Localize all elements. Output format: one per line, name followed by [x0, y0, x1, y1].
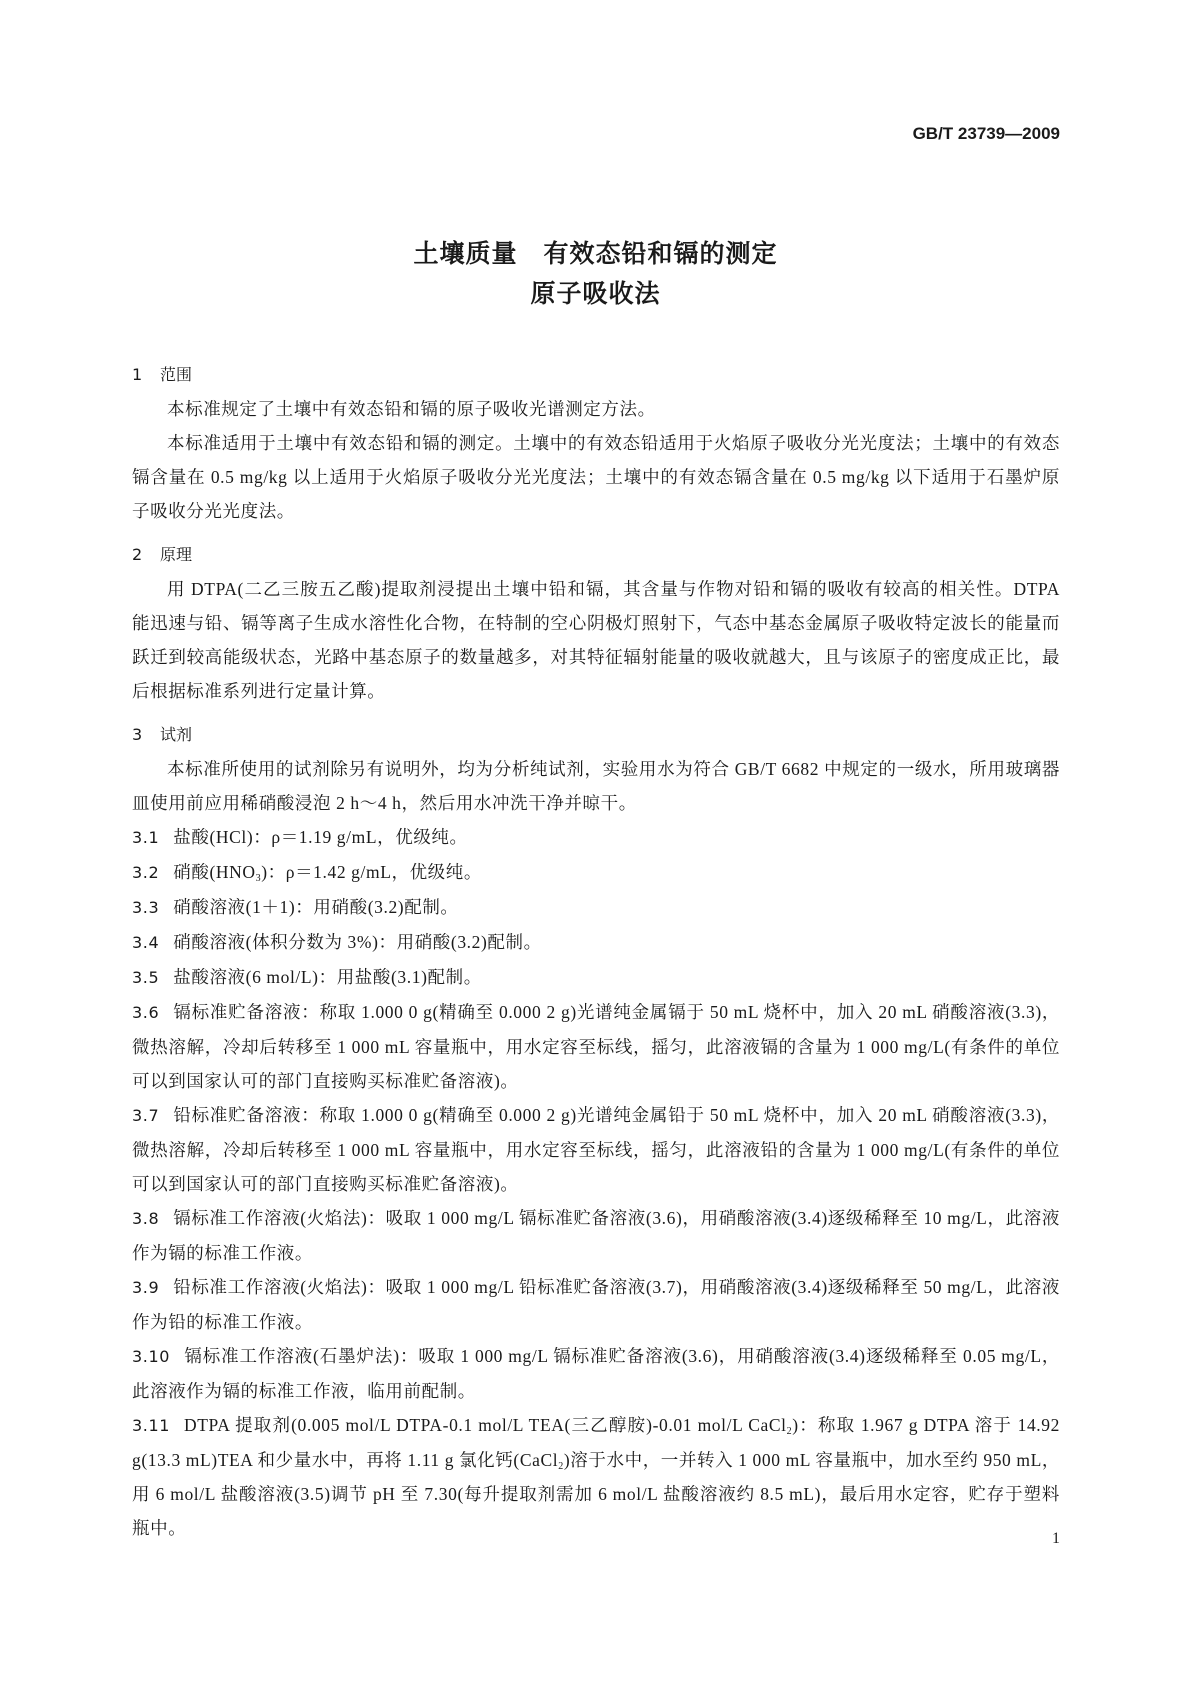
clause-3-11 [132, 1408, 1060, 1545]
section-2 [132, 538, 1060, 708]
section-title: 试剂 [160, 725, 193, 744]
text-segment: 本标准规定了土壤中有效态铅和镉的原子吸收光谱测定方法。 [167, 399, 656, 419]
text-segment: 镉标准贮备溶液：称取 1.000 0 g(精确至 0.000 2 g)光谱纯金属镉于 50 mL 烧杯中，加入 20 mL 硝酸溶液(3.3)，微热溶解，冷却后转移至 1 000 mL 容量瓶中，用水定容至标线，摇匀，此溶液镉的含量为 1 000 mg/L(有条件的单位可以到国家认可的部门直接购买标准贮备溶液)。 [132, 1002, 1060, 1091]
text-segment: 盐酸(HCl)：ρ＝1.19 g/mL，优级纯。 [173, 827, 468, 847]
paragraph [132, 572, 1060, 708]
text-segment: 本标准适用于土壤中有效态铅和镉的测定。土壤中的有效态铅适用于火焰原子吸收分光光度法；土壤中的有效态镉含量在 0.5 mg/kg 以上适用于火焰原子吸收分光光度法；土壤中的有效态镉含量在 0.5 mg/kg 以下适用于石墨炉原子吸收分光光度法。 [132, 433, 1060, 521]
clause-number: 3.3 [132, 898, 160, 917]
document-subtitle: 原子吸收法 [530, 279, 661, 308]
text-segment: 硝酸溶液(1＋1)：用硝酸(3.2)配制。 [173, 897, 459, 917]
document-body [132, 348, 1060, 1551]
clause-number: 3.10 [132, 1347, 171, 1366]
clause-3-8 [132, 1201, 1060, 1270]
section-1 [132, 358, 1060, 528]
clause-3-3 [132, 890, 1060, 925]
clause-number: 3.7 [132, 1106, 160, 1125]
text-segment: 用 DTPA(二乙三胺五乙酸)提取剂浸提出土壤中铅和镉，其含量与作物对铅和镉的吸收有较高的相关性。DTPA 能迅速与铅、镉等离子生成水溶性化合物，在特制的空心阴极灯照射下，气态中基态金属原子吸收特定波长的能量而跃迁到较高能级状态，光路中基态原子的数量越多，对其特征辐射能量的吸收就越大，且与该原子的密度成正比，最后根据标准系列进行定量计算。 [132, 579, 1060, 701]
standard-code: GB/T 23739—2009 [912, 124, 1060, 143]
clause-3-4 [132, 925, 1060, 960]
clause-3-6 [132, 995, 1060, 1098]
subscript: 3 [255, 873, 262, 884]
clause-3-9 [132, 1270, 1060, 1339]
clause-number: 3.11 [132, 1416, 171, 1435]
subscript: 2 [786, 1426, 793, 1437]
section-heading [132, 718, 1060, 752]
paragraph [132, 426, 1060, 528]
text-segment: 铅标准贮备溶液：称取 1.000 0 g(精确至 0.000 2 g)光谱纯金属铅于 50 mL 烧杯中，加入 20 mL 硝酸溶液(3.3)，微热溶解，冷却后转移至 1 000 mL 容量瓶中，用水定容至标线，摇匀，此溶液铅的含量为 1 000 mg/L(有条件的单位可以到国家认可的部门直接购买标准贮备溶液)。 [132, 1105, 1060, 1194]
clause-number: 3.2 [132, 863, 160, 882]
paragraph [132, 752, 1060, 820]
text-segment: 硝酸(HNO [173, 862, 256, 882]
clause-3-2 [132, 855, 1060, 890]
page-number: 1 [1052, 1530, 1060, 1547]
section-3 [132, 718, 1060, 1545]
section-heading [132, 358, 1060, 392]
subscript: 2 [558, 1461, 564, 1472]
clause-3-7 [132, 1098, 1060, 1201]
text-segment: 本标准所使用的试剂除另有说明外，均为分析纯试剂，实验用水为符合 GB/T 6682 中规定的一级水，所用玻璃器皿使用前应用稀硝酸浸泡 2 h～4 h，然后用水冲洗干净并晾干。 [132, 759, 1060, 813]
section-title: 范围 [160, 365, 193, 384]
section-heading [132, 538, 1060, 572]
document-title: 土壤质量 有效态铅和镉的测定 [413, 239, 778, 268]
section-title: 原理 [160, 545, 193, 564]
paragraph [132, 392, 1060, 426]
section-number: 2 [132, 545, 143, 564]
text-segment: )溶于水中，一并转入 1 000 mL 容量瓶中，加水至约 950 mL，用 6 mol/L 盐酸溶液(3.5)调节 pH 至 7.30(每升提取剂需加 6 mol/L 盐酸溶液约 8.5 mL)，最后用水定容，贮存于塑料瓶中。 [132, 1450, 1061, 1538]
text-segment: 硝酸溶液(体积分数为 3%)：用硝酸(3.2)配制。 [173, 932, 542, 952]
clause-3-10 [132, 1339, 1060, 1408]
clause-number: 3.6 [132, 1003, 160, 1022]
clause-number: 3.9 [132, 1278, 160, 1297]
text-segment: 盐酸溶液(6 mol/L)：用盐酸(3.1)配制。 [173, 967, 482, 987]
clause-number: 3.8 [132, 1209, 160, 1228]
section-number: 3 [132, 725, 143, 744]
text-segment: DTPA 提取剂(0.005 mol/L DTPA-0.1 mol/L TEA(三乙醇胺)-0.01 mol/L CaCl [184, 1415, 787, 1435]
section-number: 1 [132, 365, 143, 384]
text-segment: 铅标准工作溶液(火焰法)：吸取 1 000 mg/L 铅标准贮备溶液(3.7)，用硝酸溶液(3.4)逐级稀释至 50 mg/L，此溶液作为铅的标准工作液。 [132, 1277, 1060, 1332]
text-segment: )：称取 1.967 g DTPA 溶于 14.92 g(13.3 mL)TEA 和少量水中，再将 1.11 g 氯化钙(CaCl [132, 1415, 1060, 1470]
text-segment: 镉标准工作溶液(火焰法)：吸取 1 000 mg/L 镉标准贮备溶液(3.6)，用硝酸溶液(3.4)逐级稀释至 10 mg/L，此溶液作为镉的标准工作液。 [132, 1208, 1060, 1263]
text-segment: )：ρ＝1.42 g/mL，优级纯。 [261, 862, 482, 882]
clause-3-1 [132, 820, 1060, 855]
clause-number: 3.1 [132, 828, 160, 847]
clause-3-5 [132, 960, 1060, 995]
clause-number: 3.5 [132, 968, 160, 987]
clause-number: 3.4 [132, 933, 160, 952]
text-segment: 镉标准工作溶液(石墨炉法)：吸取 1 000 mg/L 镉标准贮备溶液(3.6)，用硝酸溶液(3.4)逐级稀释至 0.05 mg/L，此溶液作为镉的标准工作液，临用前配制。 [132, 1346, 1060, 1401]
